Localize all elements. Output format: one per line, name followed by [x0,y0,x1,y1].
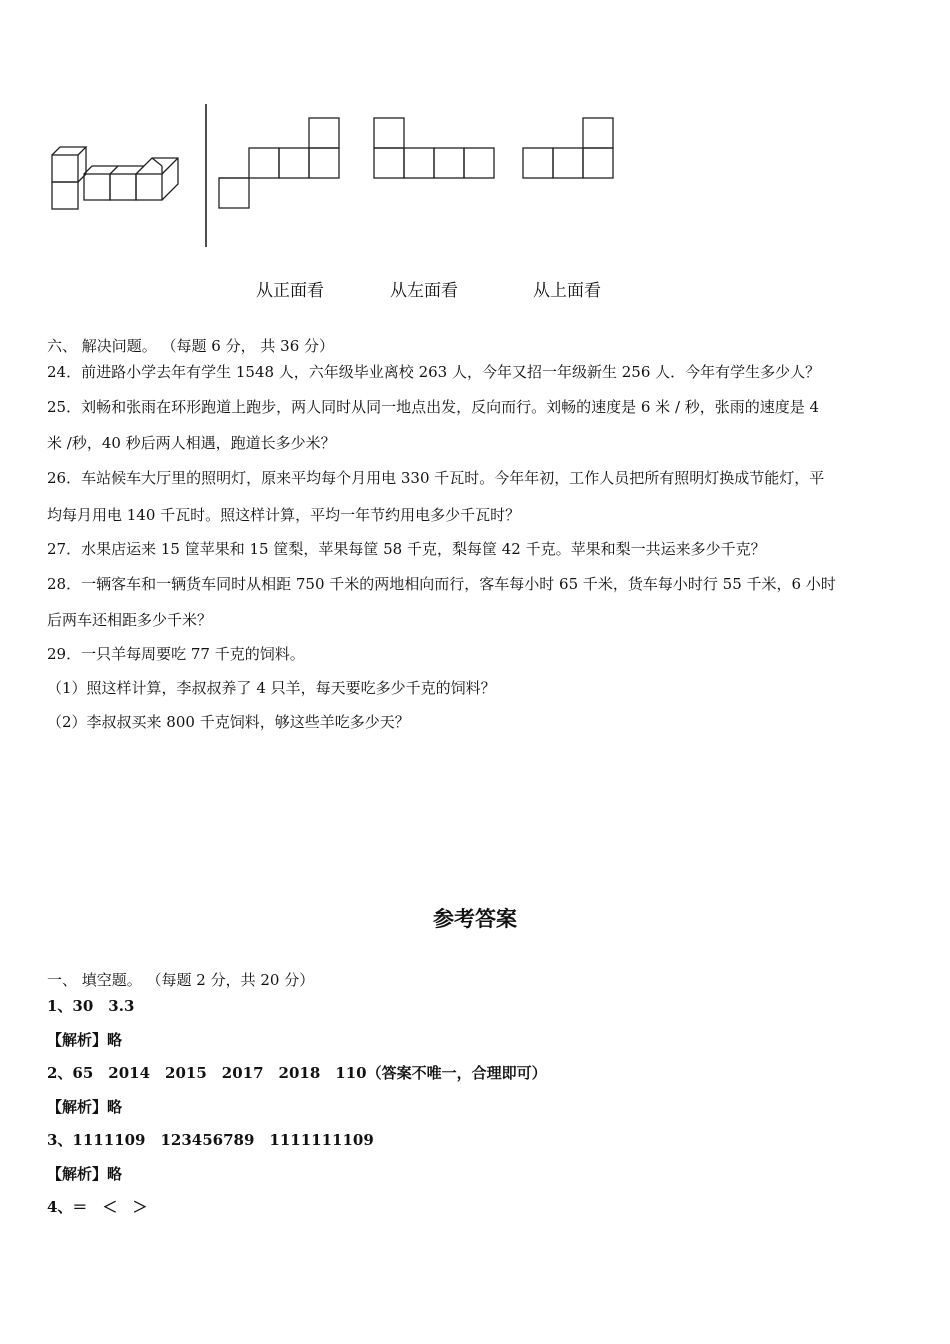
left-view-grid [374,118,494,178]
problem-27: 27．水果店运来 15 筐苹果和 15 筐梨，苹果每筐 58 千克，梨每筐 42 千克。苹果和梨一共运来多少千克？ [47,540,766,558]
analysis-3: 【解析】略 [47,1165,123,1183]
three-view-figure [0,0,950,320]
problem-25-line2: 米 /秒，40 秒后两人相遇，跑道长多少米？ [47,434,336,452]
answer-1: 1、30 3.3 [47,997,135,1015]
top-view-grid [523,118,613,178]
top-view-label: 从上面看 [533,281,601,301]
section6-header: 六、 解决问题。 （每题 6 分， 共 36 分） [47,337,335,355]
problem-24: 24．前进路小学去年有学生 1548 人，六年级毕业离校 263 人，今年又招一年级新生 256 人．今年有学生多少人？ [47,363,821,381]
problem-29: 29．一只羊每周要吃 77 千克的饲料。 [47,645,305,663]
front-view-label: 从正面看 [256,281,324,301]
answer-4: 4、＝ ＜ ＞ [47,1198,148,1216]
answer-3: 3、1111109 123456789 1111111109 [47,1131,374,1149]
answers-title: 参考答案 [433,907,517,931]
answers-section1-header: 一、 填空题。 （每题 2 分，共 20 分） [47,971,315,989]
problem-28-line1: 28．一辆客车和一辆货车同时从相距 750 千米的两地相向而行，客车每小时 65 千米，货车每小时行 55 千米，6 小时 [47,575,836,593]
analysis-2: 【解析】略 [47,1098,123,1116]
problem-26-line1: 26．车站候车大厅里的照明灯，原来平均每个月用电 330 千瓦时。今年年初，工作人员把所有照明灯换成节能灯，平 [47,469,825,487]
front-view-grid [219,118,339,208]
problem-26-line2: 均每月用电 140 千瓦时。照这样计算，平均一年节约用电多少千瓦时？ [47,506,521,524]
problem-28-line2: 后两车还相距多少千米？ [47,611,213,629]
answer-2: 2、65 2014 2015 2017 2018 110（答案不唯一，合理即可） [47,1064,547,1082]
analysis-1: 【解析】略 [47,1031,123,1049]
left-view-label: 从左面看 [390,281,458,301]
problem-25-line1: 25．刘畅和张雨在环形跑道上跑步，两人同时从同一地点出发，反向而行。刘畅的速度是 6 米 / 秒，张雨的速度是 4 [47,398,820,416]
problem-29-part1: （1）照这样计算，李叔叔养了 4 只羊，每天要吃多少千克的饲料？ [47,679,496,697]
cube-model [52,147,178,209]
problem-29-part2: （2）李叔叔买来 800 千克饲料，够这些羊吃多少天？ [47,713,410,731]
